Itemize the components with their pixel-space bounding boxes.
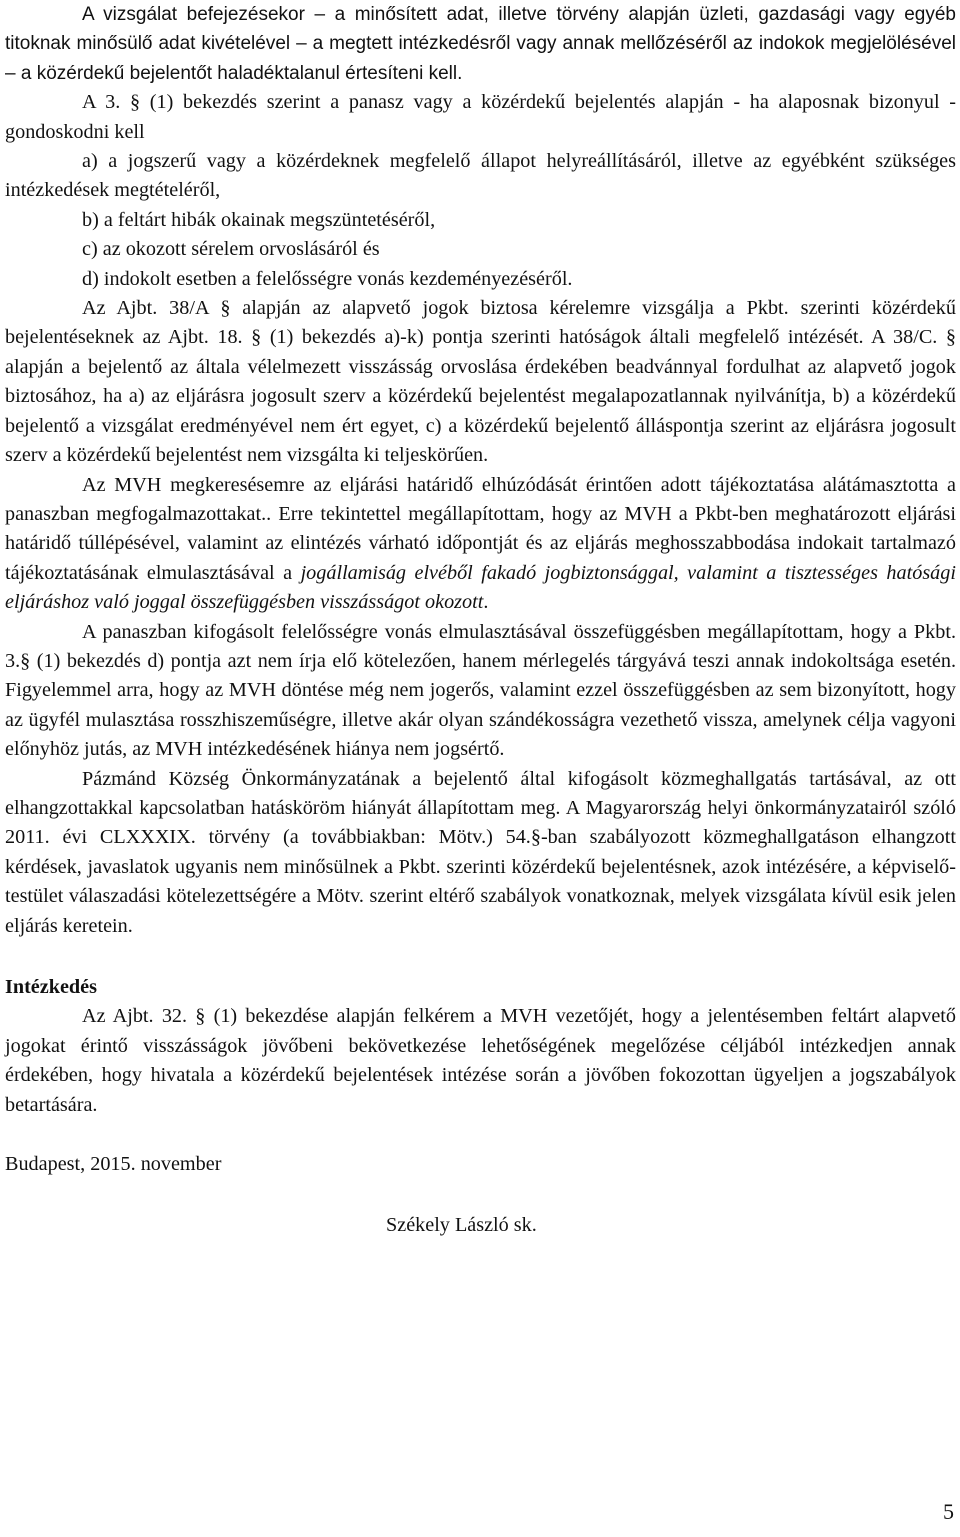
- paragraph-mvh-findings: [5, 471, 956, 618]
- paragraph-notification: A vizsgálat befejezésekor – a minősített adat, illetve törvény alapján üzleti, gazdasági vagy egyéb titoknak minősülő adat kivételével – a megtett intézkedésről vagy annak mellőzéséről az indokok megjelölésével – a közérdekű bejelentőt haladéktalanul értesíteni kell.: [5, 4, 956, 84]
- mvh-findings-text: Az MVH megkeresésemre az eljárási határidő elhúzódását érintően adott tájékoztatása alátámasztotta a panaszban megfogalmazottakat.. Erre tekintettel megállapítottam, hogy az MVH a Pkbt-ben meghatározott eljárási határidő túllépésével, valamint az elintézés várható időpontját és az eljárás meghosszabbodása indokait tartalmazó tájékoztatásának elmulasztásával a: [5, 473, 956, 584]
- list-item-d: d) indokolt esetben a felelősségre vonás kezdeményezéséről.: [82, 267, 573, 290]
- list-item-b: b) a feltárt hibák okainak megszüntetéséről,: [82, 208, 436, 231]
- paragraph-pazmand: Pázmánd Község Önkormányzatának a bejelentő által kifogásolt közmeghallgatás tartásával, az ott elhangzottakkal kapcsolatban hatásköröm hiányát állapítottam meg. A Magyarország helyi önkormányzatairól szóló 2011. évi CLXXXIX. törvény (a továbbiakban: Mötv.) 54.§-ban szabályozott közmeghallgatáson elhangzott kérdések, javaslatok ugyanis nem minősülnek a Pkbt. szerinti közérdekű bejelentésnek, azok intézésére, a képviselő-testület válaszadási kötelezettségére a Mötv. szerint eltérő szabályok vonatkoznak, melyek vizsgálata kívül esik jelen eljárás keretein.: [5, 767, 956, 937]
- list-item-a: a) a jogszerű vagy a közérdeknek megfelelő állapot helyreállításáról, illetve az egyébként szükséges intézkedések megtételéről,: [5, 150, 956, 202]
- list-item-c: c) az okozott sérelem orvoslásáról és: [82, 238, 380, 261]
- paragraph-section-3: A 3. § (1) bekezdés szerint a panasz vagy a közérdekű bejelentés alapján - ha alaposnak bizonyul - gondoskodni kell: [5, 91, 956, 143]
- document-page: [5, 0, 956, 1241]
- mvh-findings-end: .: [483, 591, 489, 614]
- paragraph-measures: Az Ajbt. 32. § (1) bekezdése alapján felkérem a MVH vezetőjét, hogy a jelentésemben feltárt alapvető jogokat érintő visszásságok jövőbeni bekövetkezése lehetőségének megelőzése céljából intézkedjen annak érdekében, hogy hivatala a közérdekű bejelentések intézése során a jövőben fokozottan ügyeljen a jogszabályok betartására.: [5, 1005, 956, 1116]
- paragraph-liability: A panaszban kifogásolt felelősségre vonás elmulasztásával összefüggésben megállapítottam, hogy a Pkbt. 3.§ (1) bekezdés d) pontja azt nem írja elő kötelezően, hanem mérlegelés tárgyává teszi annak indokoltsága esetén. Figyelemmel arra, hogy az MVH döntése még nem jogerős, valamint ezzel összefüggésben az sem bizonyított, hogy az ügyfél mulasztása rosszhiszeműségre, illetve akár olyan szándékosságra vezethető vissza, amelynek célja vagyoni előnyhöz jutás, az MVH intézkedésének hiánya nem jogsértő.: [5, 620, 956, 761]
- page-number: 5: [943, 1499, 954, 1524]
- section-heading-measures: Intézkedés: [5, 976, 97, 998]
- mvh-findings-italic: jogállamiság elvéből fakadó jogbiztonsággal, valamint a tisztességes hatósági eljáráshoz való joggal összefüggésben visszásságot okozott: [5, 561, 956, 614]
- paragraph-ajbt-38a: Az Ajbt. 38/A § alapján az alapvető jogok biztosa kérelemre vizsgálja a Pkbt. szerinti közérdekű bejelentéseknek az Ajbt. 18. § (1) bekezdés a)-k) pontja szerinti hatóságok általi megfelelő intézését. A 38/C. § alapján a bejelentő az általa vélelmezett visszásság orvoslása érdekében beadvánnyal fordulhat az alapvető jogok biztosához, ha a) az eljárásra jogosult szerv a közérdekű bejelentést megalapozatlannak nyilvánítja, b) a közérdekű bejelentő a vizsgálat eredményével nem ért egyet, c) a közérdekű bejelentő álláspontja szerint az eljárásra jogosult szerv a közérdekű bejelentést nem vizsgálta ki teljeskörűen.: [5, 297, 956, 467]
- date-line: Budapest, 2015. november: [5, 1153, 222, 1176]
- signature: Székely László sk.: [386, 1214, 537, 1237]
